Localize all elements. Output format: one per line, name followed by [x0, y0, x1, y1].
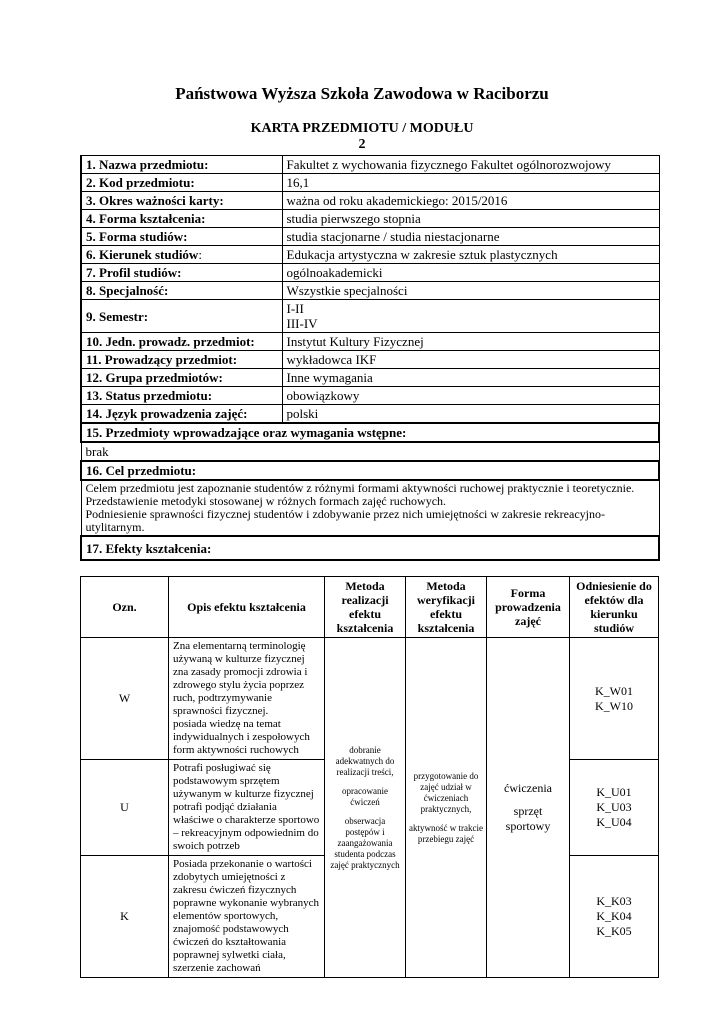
reference: K_W01 [595, 683, 633, 698]
info-label: 11. Prowadzący przedmiot: [81, 351, 282, 369]
col-code-header: Ozn. [81, 577, 169, 638]
outcome-references [570, 760, 659, 856]
outcome-code: K [81, 856, 169, 978]
info-row [81, 264, 659, 282]
info-row [81, 300, 659, 333]
reference: K_U01 [596, 785, 632, 799]
info-row [81, 282, 659, 300]
card-title: KARTA PRZEDMIOTU / MODUŁU [250, 121, 474, 136]
card-number: 2 [358, 137, 366, 152]
outcome-description [169, 856, 325, 978]
course-info-table [80, 155, 660, 561]
info-label: 4. Forma kształcenia: [81, 210, 282, 228]
outcome-code: W [81, 638, 169, 760]
realization-line: dobranie adekwatnych do realizacji treści, [335, 744, 395, 777]
semester-line: I-II [286, 301, 304, 316]
info-label: 7. Profil studiów: [81, 264, 282, 282]
info-value [282, 300, 659, 333]
info-value: Fakultet z wychowania fizycznego Fakultet ogólnorozwojowy [282, 156, 659, 174]
realization-line: obserwacja postępów i zaangażowania studenta podczas zajęć praktycznych [330, 815, 400, 870]
section-16-text [81, 480, 659, 536]
info-row [81, 174, 659, 192]
verification-method [406, 638, 487, 978]
description-line: posiada wiedzę na temat indywidualnych i zespołowych form aktywności ruchowych [173, 718, 310, 756]
info-row [81, 405, 659, 424]
info-row [81, 228, 659, 246]
col-realization-header: Metoda realizacji efektu kształcenia [325, 577, 406, 638]
outcome-code: U [81, 760, 169, 856]
info-label [81, 246, 282, 264]
info-row [81, 246, 659, 264]
section-16-label: 16. Cel przedmiotu: [81, 461, 659, 480]
info-value: Edukacja artystyczna w zakresie sztuk plastycznych [282, 246, 659, 264]
reference: K_U04 [596, 815, 632, 829]
info-value: studia stacjonarne / studia niestacjonarne [282, 228, 659, 246]
info-label: 8. Specjalność: [81, 282, 282, 300]
form-line: sprzęt sportowy [505, 804, 551, 833]
reference: K_K04 [596, 909, 632, 923]
outcome-row [81, 638, 659, 760]
section-15-label: 15. Przedmioty wprowadzające oraz wymagania wstępne: [81, 423, 659, 442]
section-15-body [81, 442, 659, 461]
info-label-suffix: : [198, 247, 202, 262]
section-16-body [81, 480, 659, 536]
info-label: 14. Język prowadzenia zajęć: [81, 405, 282, 424]
info-row [81, 156, 659, 174]
outcome-description [169, 638, 325, 760]
info-label: 1. Nazwa przedmiotu: [81, 156, 282, 174]
class-form [487, 638, 570, 978]
info-label: 3. Okres ważności karty: [81, 192, 282, 210]
semester-line: III-IV [286, 316, 318, 331]
realization-line: opracowanie ćwiczeń [342, 785, 388, 807]
col-verification-header: Metoda weryfikacji efektu kształcenia [406, 577, 487, 638]
verification-line: przygotowanie do zajęć udział w ćwiczeniach praktycznych, [413, 770, 479, 814]
description-line: poprawne wykonanie wybranych elementów sportowych, znajomość podstawowych ćwiczeń do kształtowania poprawnej sylwetki ciała, szerzenie zachowań [173, 897, 320, 974]
outcome-references [570, 856, 659, 978]
info-value: polski [282, 405, 659, 424]
learning-outcomes-table [80, 576, 659, 978]
reference: K_U03 [596, 800, 632, 814]
section-17-header [81, 536, 659, 560]
col-form-header: Forma prowadzenia zajęć [487, 577, 570, 638]
section-16-header [81, 461, 659, 480]
description-line: Potrafi posługiwać się podstawowym sprzętem używanym w kulturze fizycznej [173, 762, 314, 800]
info-value: ogólnoakademicki [282, 264, 659, 282]
description-line: potrafi podjąć działania właściwe o charakterze sportowo – rekreacyjnym odpowiednim do swoich potrzeb [173, 801, 320, 852]
info-row [81, 333, 659, 351]
reference: K_W10 [595, 698, 633, 713]
info-value: obowiązkowy [282, 387, 659, 405]
info-label: 13. Status przedmiotu: [81, 387, 282, 405]
card-heading [0, 121, 724, 153]
info-value: Instytut Kultury Fizycznej [282, 333, 659, 351]
info-row [81, 369, 659, 387]
section-15-value: brak [81, 442, 659, 461]
info-row [81, 192, 659, 210]
info-label: 10. Jedn. prowadz. przedmiot: [81, 333, 282, 351]
col-description-header: Opis efektu kształcenia [169, 577, 325, 638]
col-reference-header: Odniesienie do efektów dla kierunku studiów [570, 577, 659, 638]
info-value: studia pierwszego stopnia [282, 210, 659, 228]
goal-line: Celem przedmiotu jest zapoznanie studentów z różnymi formami aktywności ruchowej praktycznie i teoretycznie. [85, 481, 635, 495]
info-label-text: 6. Kierunek studiów [86, 247, 199, 262]
section-17-label: 17. Efekty kształcenia: [81, 536, 659, 560]
goal-line: Podniesienie sprawności fizycznej studentów i zdobywanie przez nich umiejętności w zakresie rekreacyjno-utylitarnym. [85, 507, 605, 534]
realization-method [325, 638, 406, 978]
description-line: Zna elementarną terminologię używaną w kulturze fizycznej [173, 640, 306, 665]
info-value: 16,1 [282, 174, 659, 192]
reference: K_K03 [596, 894, 632, 908]
outcomes-header-row [81, 577, 659, 638]
info-value: Wszystkie specjalności [282, 282, 659, 300]
school-name: Państwowa Wyższa Szkoła Zawodowa w Raciborzu [175, 84, 549, 103]
section-15-header [81, 423, 659, 442]
info-label: 5. Forma studiów: [81, 228, 282, 246]
outcome-references [570, 638, 659, 760]
info-value: wykładowca IKF [282, 351, 659, 369]
description-line: Posiada przekonanie o wartości zdobytych umiejętności z zakresu ćwiczeń fizycznych [173, 858, 312, 896]
outcome-description [169, 760, 325, 856]
verification-line: aktywność w trakcie przebiegu zajęć [409, 822, 483, 844]
reference: K_K05 [596, 924, 632, 938]
info-row [81, 387, 659, 405]
info-row [81, 210, 659, 228]
info-value: Inne wymagania [282, 369, 659, 387]
description-line: zna zasady promocji zdrowia i zdrowego stylu życia poprzez ruch, podtrzymywanie sprawności fizycznej. [173, 666, 308, 717]
info-label: 2. Kod przedmiotu: [81, 174, 282, 192]
info-label: 9. Semestr: [81, 300, 282, 333]
info-row [81, 351, 659, 369]
goal-line: Przedstawienie metodyki stosowanej w różnych formach zajęć ruchowych. [85, 494, 447, 508]
info-value: ważna od roku akademickiego: 2015/2016 [282, 192, 659, 210]
info-label: 12. Grupa przedmiotów: [81, 369, 282, 387]
form-line: ćwiczenia [504, 781, 552, 795]
